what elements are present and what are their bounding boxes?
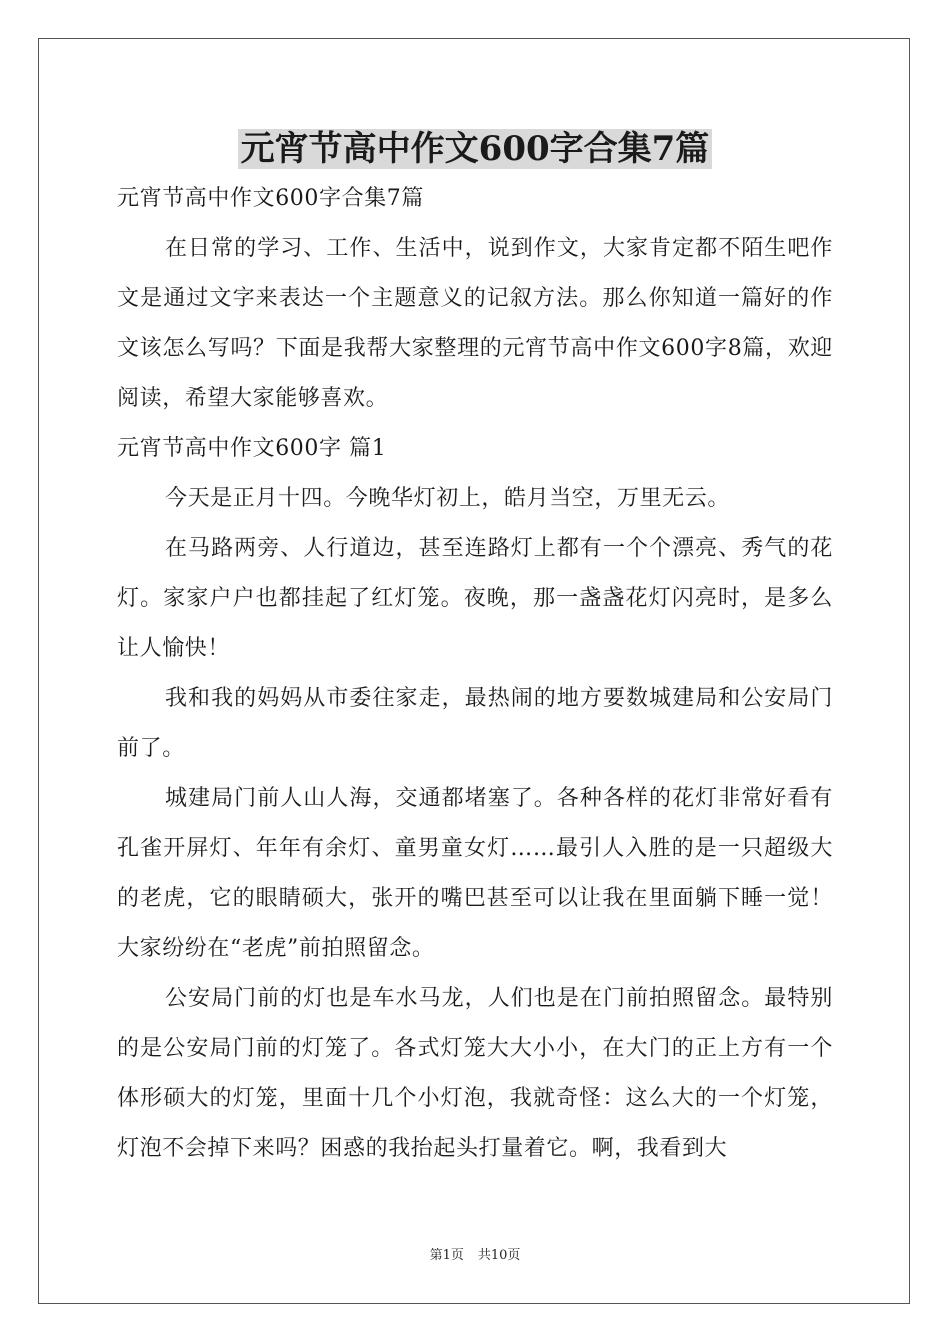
paragraph: 公安局门前的灯也是车水马龙，人们也是在门前拍照留念。最特别的是公安局门前的灯笼了。各式灯笼大大小小，在大门的正上方有一个体形硕大的灯笼，里面十几个小灯泡，我就奇怪：这么大的一个灯笼，灯泡不会掉下来吗？困惑的我抬起头打量着它。啊，我看到大	[117, 986, 833, 1161]
document-body	[117, 174, 833, 1174]
paragraph: 我和我的妈妈从市委往家走，最热闹的地方要数城建局和公安局门前了。	[117, 686, 833, 761]
document-title	[0, 126, 950, 172]
page-footer	[0, 1247, 950, 1265]
document-title-text: 元宵节高中作文600字合集7篇	[238, 129, 713, 169]
paragraph-subtitle: 元宵节高中作文600字合集7篇	[117, 186, 424, 211]
section-heading: 元宵节高中作文600字 篇1	[117, 436, 387, 461]
paragraph: 今天是正月十四。今晚华灯初上，皓月当空，万里无云。	[165, 486, 731, 511]
paragraph: 城建局门前人山人海，交通都堵塞了。各种各样的花灯非常好看有孔雀开屏灯、年年有余灯、童男童女灯……最引人入胜的是一只超级大的老虎，它的眼睛硕大，张开的嘴巴甚至可以让我在里面躺下睡一觉！大家纷纷在“老虎”前拍照留念。	[117, 786, 833, 961]
page-total: 共10页	[477, 1248, 521, 1263]
page-number: 第1页	[429, 1248, 464, 1263]
paragraph: 在马路两旁、人行道边，甚至连路灯上都有一个个漂亮、秀气的花灯。家家户户也都挂起了红灯笼。夜晚，那一盏盏花灯闪亮时，是多么让人愉快！	[117, 536, 833, 661]
paragraph-intro: 在日常的学习、工作、生活中，说到作文，大家肯定都不陌生吧作文是通过文字来表达一个主题意义的记叙方法。那么你知道一篇好的作文该怎么写吗？下面是我帮大家整理的元宵节高中作文600字8篇，欢迎阅读，希望大家能够喜欢。	[117, 236, 833, 411]
